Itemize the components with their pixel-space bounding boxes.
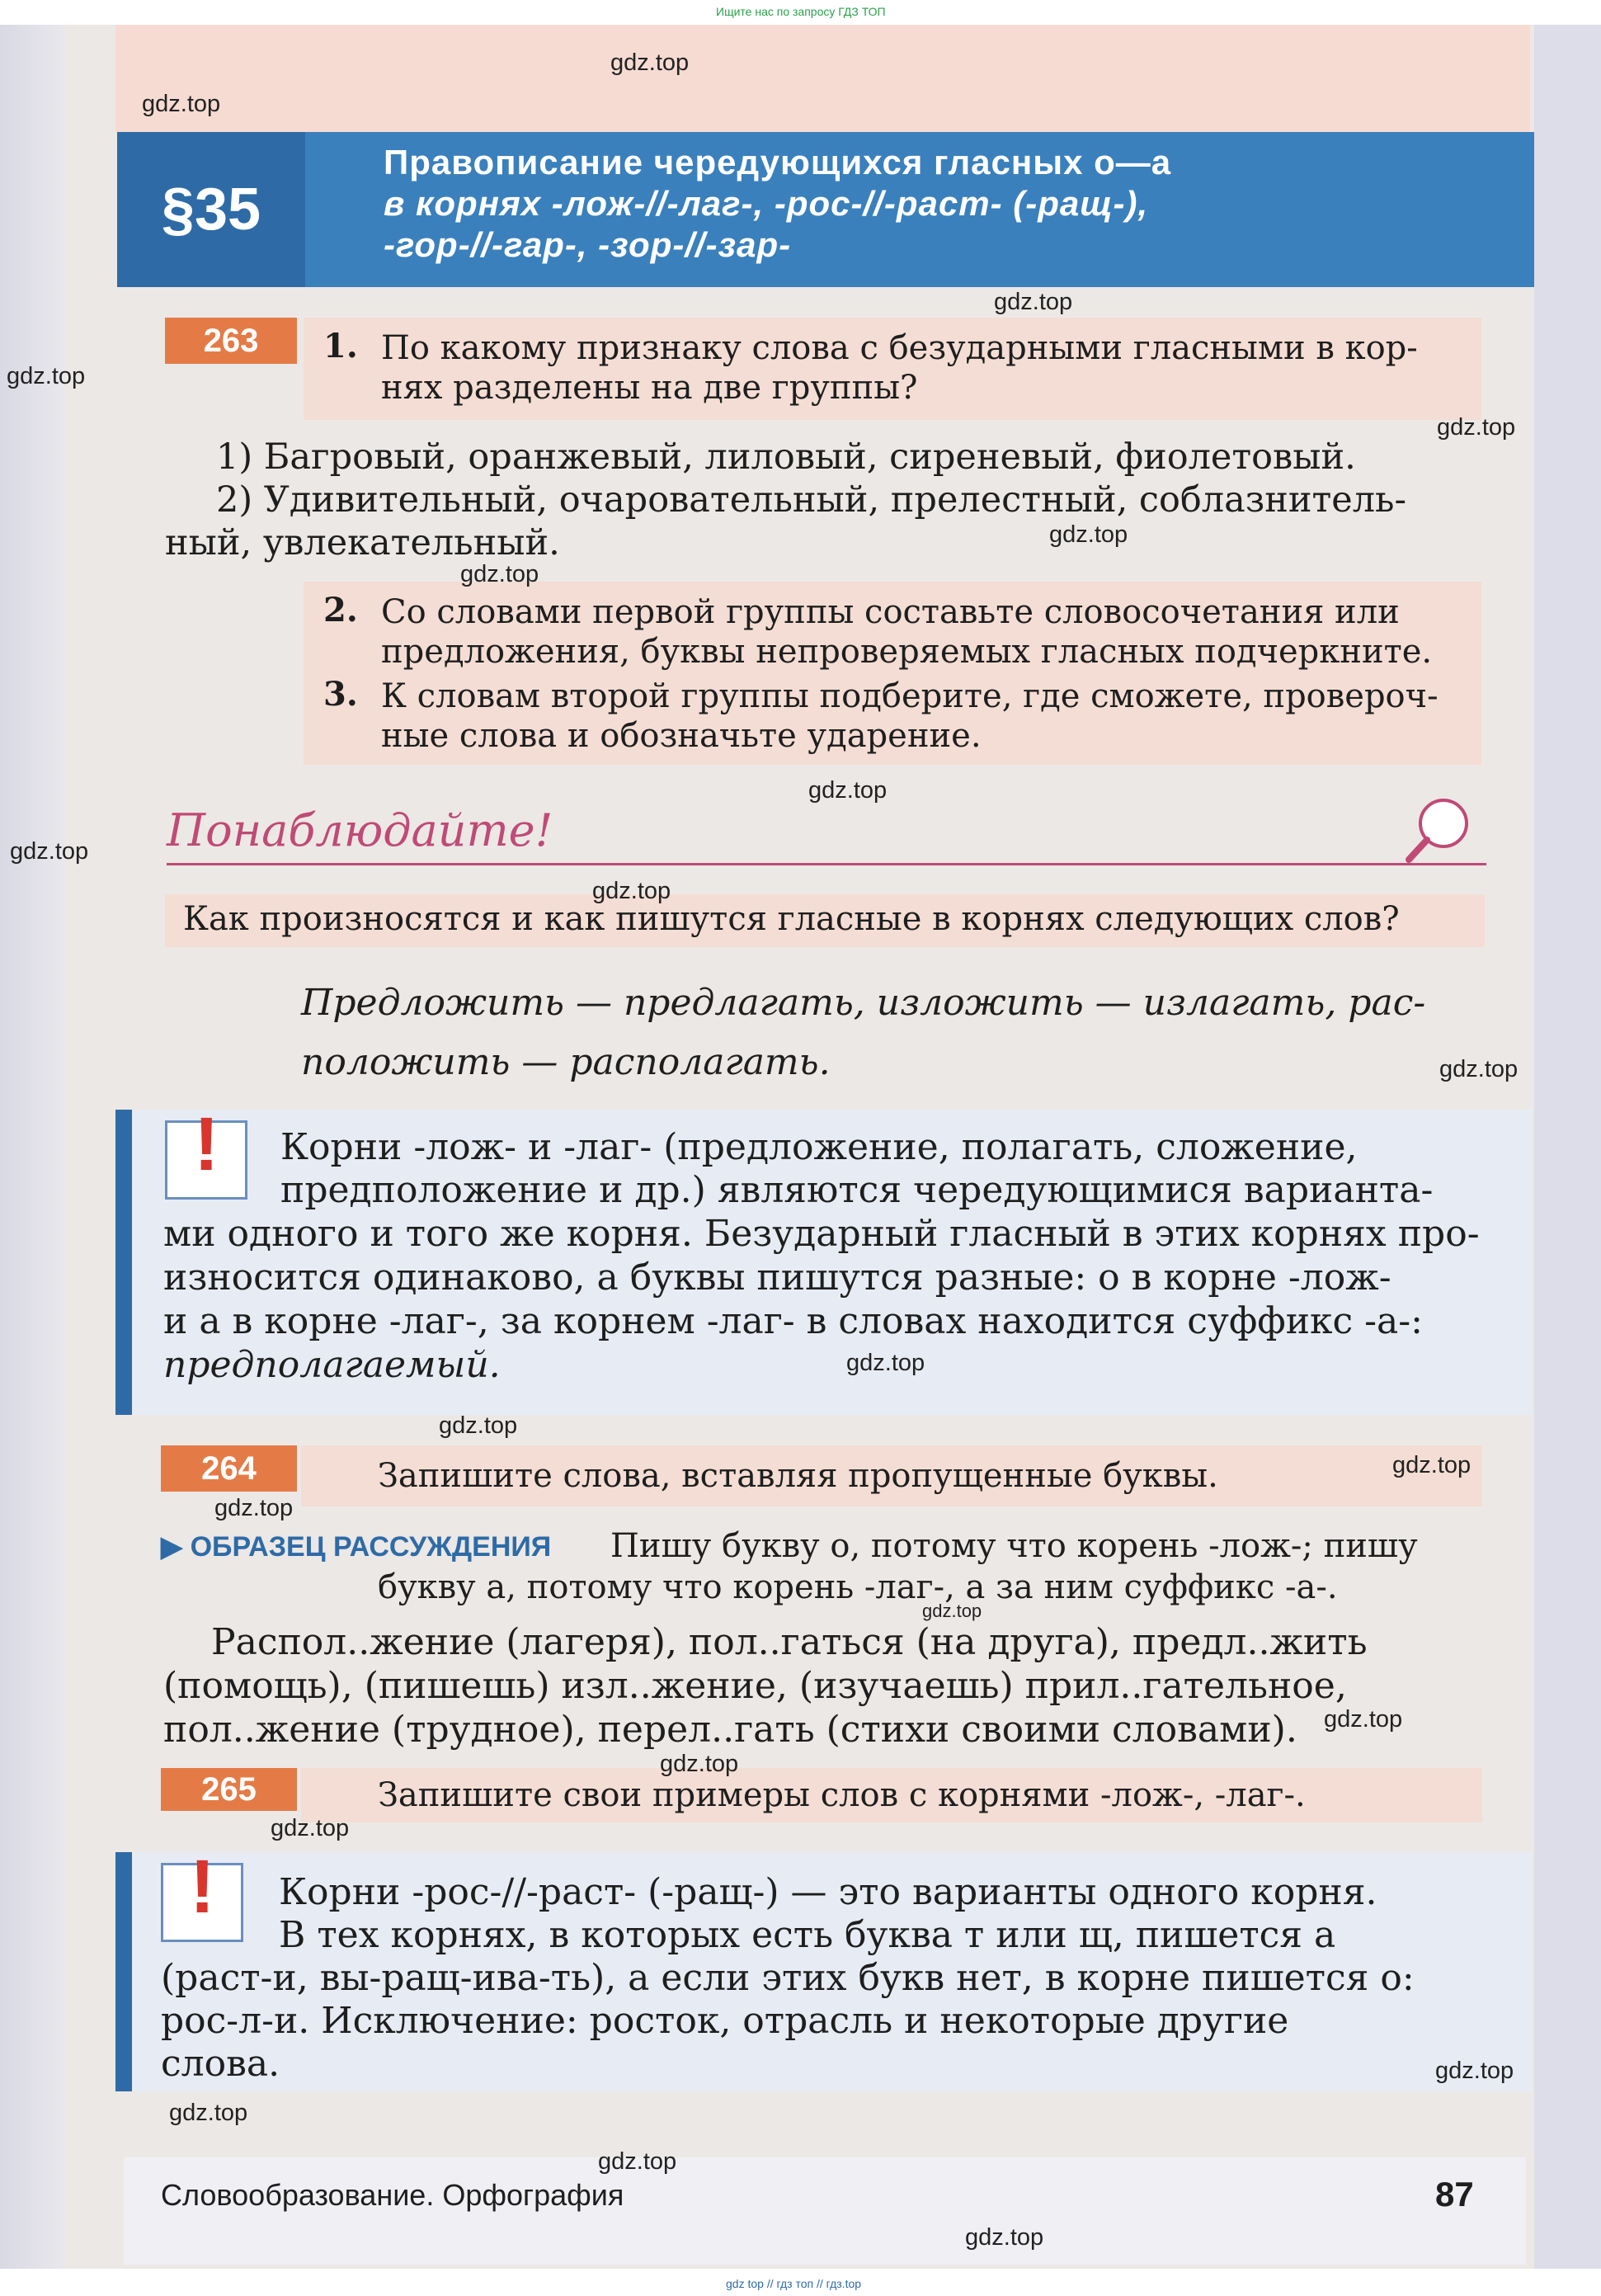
magnifier-icon xyxy=(1394,792,1485,866)
watermark: gdz.top xyxy=(7,363,86,389)
q3-text xyxy=(381,677,1478,756)
ex264-line1: Распол..жение (лагеря), пол..гаться (на друга), предл..жить xyxy=(211,1621,1368,1663)
watermark: gdz.top xyxy=(271,1815,350,1841)
attention-icon: ! xyxy=(165,1120,247,1200)
sample-label: ▶ ОБРАЗЕЦ РАССУЖДЕНИЯ xyxy=(161,1531,552,1563)
section-title-line2: в корнях -лож-//-лаг-, -рос-//-раст- (-ращ-), xyxy=(384,184,1149,223)
q3-line2: ные слова и обозначьте ударение. xyxy=(381,717,982,755)
sample-label-text: ОБРАЗЕЦ РАССУЖДЕНИЯ xyxy=(190,1531,552,1563)
section-number: §35 xyxy=(117,132,305,287)
section-title-line3: -гор-//-гар-, -зор-//-зар- xyxy=(384,225,792,264)
rule2-line3: (раст-и, вы-ращ-ива-ть), а если этих букв нет, в корне пишется о: xyxy=(161,1957,1415,1999)
top-band xyxy=(115,25,1530,132)
watermark: gdz.top xyxy=(169,2100,248,2126)
rule1-line1: Корни -лож- и -лаг- (предложение, полагать, сложение, xyxy=(280,1126,1358,1168)
section-title-line1: Правописание чередующихся гласных о—а xyxy=(384,143,1172,182)
observe-line2: положить — располагать. xyxy=(301,1041,831,1083)
q2-text xyxy=(381,592,1478,672)
watermark: gdz.top xyxy=(460,561,539,587)
rule1-line6: предполагаемый. xyxy=(163,1344,501,1386)
sample-line2: букву а, потому что корень -лаг-, а за ним суффикс -а-. xyxy=(378,1568,1338,1606)
ex264-line3: пол..жение (трудное), перел..гать (стихи своими словами). xyxy=(163,1709,1297,1751)
watermark: gdz.top xyxy=(808,777,888,804)
q1-number: 1. xyxy=(323,327,358,365)
rule2-bar xyxy=(115,1852,132,2091)
watermark: gdz.top xyxy=(439,1412,518,1439)
attention-icon: ! xyxy=(161,1863,243,1942)
observe-heading: Понаблюдайте! xyxy=(167,804,553,856)
q2-line2: предложения, буквы непроверяемых гласных подчеркните. xyxy=(381,633,1433,671)
exercise-265-number: 265 xyxy=(161,1768,297,1811)
watermark: gdz.top xyxy=(610,50,690,76)
exercise-265-task: Запишите свои примеры слов с корнями -лож-, -лаг-. xyxy=(378,1776,1306,1814)
q3-line1: К словам второй группы подберите, где сможете, провероч- xyxy=(381,677,1439,715)
rule2-text-bottom xyxy=(161,1957,1493,2086)
watermark: gdz.top xyxy=(592,878,671,904)
observe-examples xyxy=(301,974,1425,1092)
rule1-bar xyxy=(115,1110,132,1415)
watermark-top: Ищите нас по запросу ГДЗ ТОП xyxy=(716,5,886,18)
q2-number: 2. xyxy=(323,591,358,629)
observe-line1: Предложить — предлагать, изложить — излагать, рас- xyxy=(301,982,1426,1024)
watermark: gdz.top xyxy=(965,2224,1044,2251)
q1-line1: По какому признаку слова с безударными гласными в кор- xyxy=(381,329,1418,367)
rule1-line2: предположение и др.) являются чередующимися варианта- xyxy=(280,1169,1434,1211)
watermark: gdz.top xyxy=(922,1601,982,1621)
rule1-line3: ми одного и того же корня. Безударный гласный в этих корнях про- xyxy=(163,1213,1480,1255)
watermark: gdz.top xyxy=(1049,521,1128,548)
sample-line1: Пишу букву о, потому что корень -лож-; пишу xyxy=(610,1527,1418,1565)
exercise-264-text xyxy=(163,1620,1491,1751)
page-right-margin xyxy=(1534,25,1601,2269)
page-left-margin xyxy=(0,25,66,2269)
q1-line2: нях разделены на две группы? xyxy=(381,369,918,407)
rule2-line2: В тех корнях, в которых есть буква т или щ, пишется а xyxy=(279,1914,1336,1956)
exercise-264-number: 264 xyxy=(161,1445,297,1492)
watermark-bottom: gdz top // гдз топ // гдз.top xyxy=(726,2277,862,2290)
watermark: gdz.top xyxy=(1392,1452,1472,1478)
watermark: gdz.top xyxy=(1435,2058,1514,2084)
group2-line2: ный, увлекательный. xyxy=(165,522,560,563)
watermark: gdz.top xyxy=(142,91,221,117)
exercise-263-number: 263 xyxy=(165,318,297,364)
watermark: gdz.top xyxy=(1324,1706,1403,1733)
rule2-line4: рос-л-и. Исключение: росток, отрасль и некоторые другие xyxy=(161,2000,1289,2042)
exercise-264-task: Запишите слова, вставляя пропущенные буквы. xyxy=(378,1457,1218,1495)
rule1-text-bottom xyxy=(163,1212,1491,1387)
section-title xyxy=(384,142,1522,266)
rule2-line5: слова. xyxy=(161,2043,280,2085)
watermark: gdz.top xyxy=(10,838,89,865)
q2-line1: Со словами первой группы составьте словосочетания или xyxy=(381,593,1400,631)
q3-number: 3. xyxy=(323,675,358,714)
watermark: gdz.top xyxy=(846,1350,925,1376)
page-number: 87 xyxy=(1435,2175,1474,2213)
watermark: gdz.top xyxy=(1437,414,1516,441)
rule2-line1: Корни -рос-//-раст- (-ращ-) — это варианты одного корня. xyxy=(279,1871,1377,1913)
watermark: gdz.top xyxy=(660,1751,739,1777)
observe-line xyxy=(167,863,1486,865)
footer-section: Словообразование. Орфография xyxy=(161,2178,624,2212)
watermark: gdz.top xyxy=(598,2148,677,2175)
rule1-text-top xyxy=(280,1126,1485,1212)
q1-text xyxy=(381,328,1478,408)
ex264-line2: (помощь), (пишешь) изл..жение, (изучаешь) прил..гательное, xyxy=(163,1665,1347,1707)
observe-question: Как произносятся и как пишутся гласные в корнях следующих слов? xyxy=(183,900,1400,938)
group2-line1: 2) Удивительный, очаровательный, прелестный, соблазнитель- xyxy=(216,479,1406,521)
watermark: gdz.top xyxy=(1439,1056,1519,1082)
rule1-line5: и а в корне -лаг-, за корнем -лаг- в словах находится суффикс -а-: xyxy=(163,1300,1423,1342)
rule2-text-top xyxy=(279,1871,1491,1957)
watermark: gdz.top xyxy=(214,1495,294,1521)
watermark: gdz.top xyxy=(994,289,1073,315)
group1: 1) Багровый, оранжевый, лиловый, сиреневый, фиолетовый. xyxy=(216,436,1356,478)
rule1-line4: износится одинаково, а буквы пишутся разные: о в корне -лож- xyxy=(163,1256,1391,1299)
